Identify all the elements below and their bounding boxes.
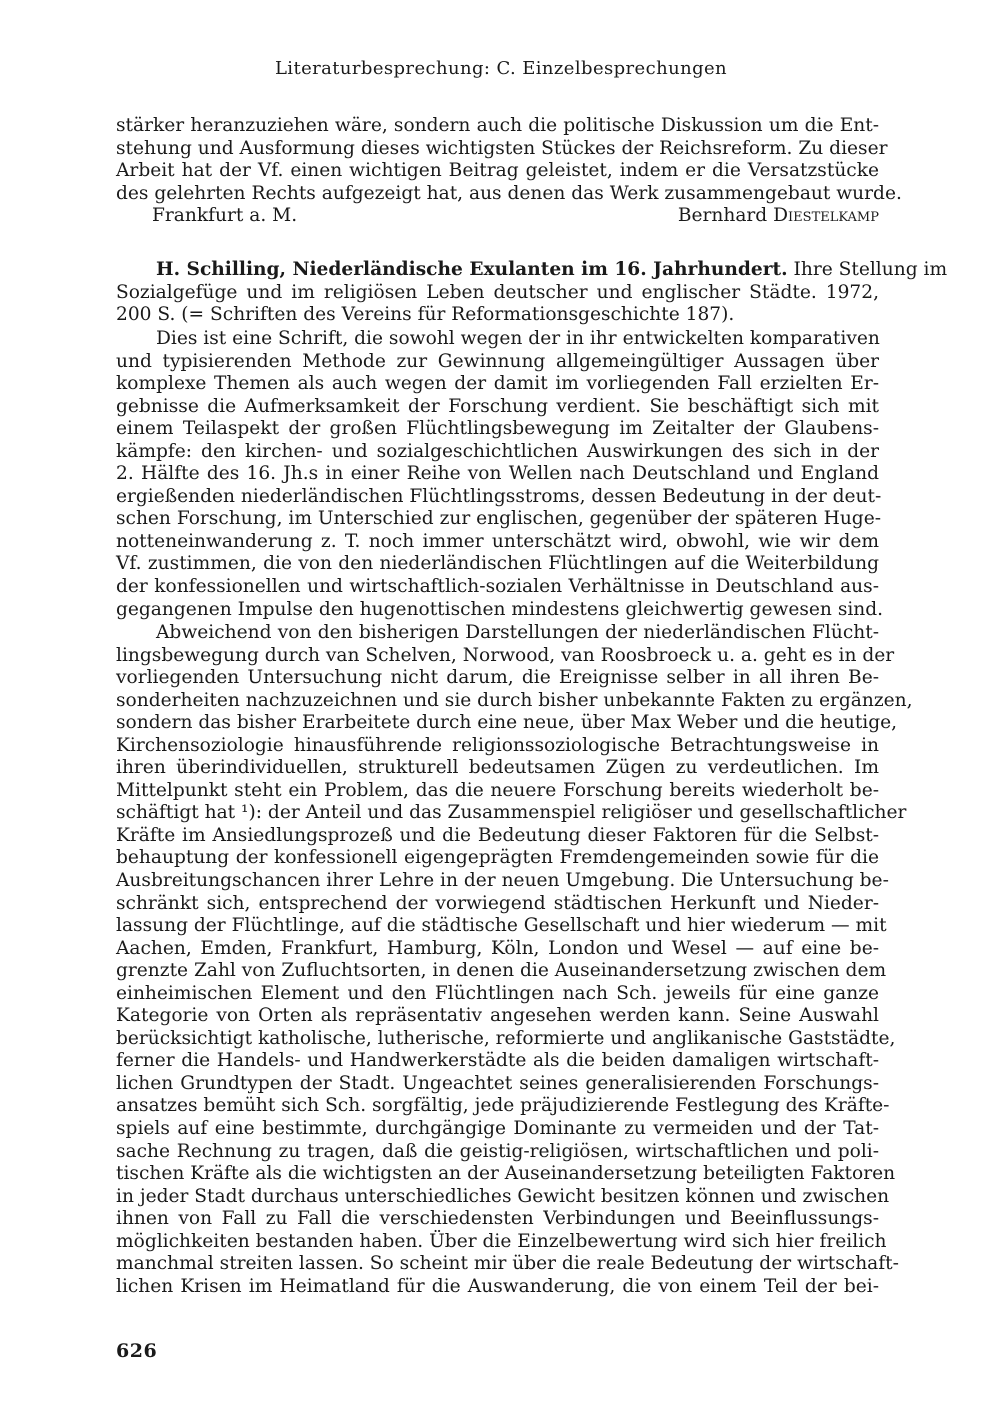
text-line: lingsbewegung durch van Schelven, Norwood, van Roosbroeck u. a. geht es in der bbox=[116, 644, 895, 666]
text-line: manchmal streiten lassen. So scheint mir über die reale Bedeutung der wirtschaft- bbox=[116, 1253, 899, 1275]
text-line: in jeder Stadt durchaus unterschiedliches Gewicht besitzen können und zwischen bbox=[116, 1185, 890, 1207]
text-line: Kirchensoziologie hinausführende religionssoziologische Betrachtungsweise in bbox=[116, 734, 879, 756]
paragraph-1 bbox=[116, 328, 884, 621]
text-line: lassung der Flüchtlinge, auf die städtische Gesellschaft und hier wiederum — mit bbox=[116, 915, 887, 937]
text-line: sondern das bisher Erarbeitete durch eine neue, über Max Weber und die heutige, bbox=[116, 712, 898, 734]
text-line: Aachen, Emden, Frankfurt, Hamburg, Köln, London und Wesel — auf eine be- bbox=[116, 937, 879, 959]
text-line: komplexe Themen als auch wegen der damit im vorliegenden Fall erzielten Er- bbox=[116, 373, 879, 395]
reviewer-name: Bernhard Diestelkamp bbox=[677, 205, 879, 227]
page-number: 626 bbox=[116, 1340, 158, 1362]
text-line: notteneinwanderung z. T. noch immer unterschätzt wird, obwohl, wie wir dem bbox=[116, 530, 879, 552]
text-line: Kräfte im Ansiedlungsprozeß und die Bedeutung dieser Faktoren für die Selbst- bbox=[116, 824, 879, 846]
text-line: schäftigt hat ¹): der Anteil und das Zusammenspiel religiöser und gesellschaftlicher bbox=[116, 802, 907, 824]
text-line: Sozialgefüge und im religiösen Leben deutscher und englischer Städte. 1972, bbox=[116, 281, 879, 303]
text-line: Ausbreitungschancen ihrer Lehre in der neuen Umgebung. Die Untersuchung be- bbox=[116, 870, 889, 892]
text-line: lichen Grundtypen der Stadt. Ungeachtet seines generalisierenden Forschungs- bbox=[116, 1072, 879, 1094]
text-line: ihren überindividuellen, strukturell bedeutsamen Zügen zu verdeutlichen. Im bbox=[116, 757, 879, 779]
text-line: Dies ist eine Schrift, die sowohl wegen der in ihr entwickelten komparativen bbox=[156, 328, 880, 349]
text-line: 2. Hälfte des 16. Jh.s in einer Reihe von Wellen nach Deutschland und England bbox=[116, 463, 879, 485]
text-line: Abweichend von den bisherigen Darstellungen der niederländischen Flücht- bbox=[156, 622, 879, 643]
review-title-line: H. Schilling, Niederländische Exulanten im 16. Jahrhundert. Ihre Stellung im bbox=[156, 259, 948, 280]
text-line: stehung und Ausformung dieses wichtigsten Stückes der Reichsreform. Zu dieser bbox=[116, 137, 888, 159]
text-line: lichen Krisen im Heimatland für die Auswanderung, die von einem Teil der bei- bbox=[116, 1275, 879, 1297]
text-line: möglichkeiten bestanden haben. Über die Einzelbewertung wird sich hier freilich bbox=[116, 1230, 887, 1252]
text-line: berücksichtigt katholische, lutherische, reformierte und anglikanische Gaststädte, bbox=[116, 1027, 896, 1049]
running-head: Literaturbesprechung: C. Einzelbesprechungen bbox=[274, 58, 728, 79]
text-line: ihnen von Fall zu Fall die verschiedensten Verbindungen und Beeinflussungs- bbox=[116, 1208, 879, 1230]
signature-line bbox=[116, 205, 879, 228]
text-line: kämpfe: den kirchen- und sozialgeschichtlichen Auswirkungen des sich in der bbox=[116, 440, 879, 462]
review-title: H. Schilling, Niederländische Exulanten im 16. Jahrhundert. bbox=[156, 259, 788, 280]
text-line: Mittelpunkt steht ein Problem, das die neuere Forschung bereits wiederholt be- bbox=[116, 779, 879, 801]
text-line: ferner die Handels- und Handwerkerstädte als die beiden damaligen wirtschaft- bbox=[116, 1050, 879, 1072]
text-line: spiels auf eine bestimmte, durchgängige Dominante zu vermeiden und der Tat- bbox=[116, 1118, 879, 1140]
text-line: gebnisse die Aufmerksamkeit der Forschung verdient. Sie beschäftigt sich mit bbox=[116, 395, 879, 417]
text-line: grenzte Zahl von Zufluchtsorten, in denen die Auseinandersetzung zwischen dem bbox=[116, 960, 887, 982]
text-line: und typisierenden Methode zur Gewinnung allgemeingültiger Aussagen über bbox=[116, 350, 879, 372]
previous-review-end bbox=[116, 115, 902, 228]
text-line: der konfessionellen und wirtschaftlich-sozialen Verhältnisse in Deutschland aus- bbox=[116, 576, 879, 598]
text-line: 200 S. (= Schriften des Vereins für Reformationsgeschichte 187). bbox=[116, 304, 735, 326]
text-line: schen Forschung, im Unterschied zur englischen, gegenüber der späteren Huge- bbox=[116, 508, 881, 530]
text-line: Vf. zustimmen, die von den niederländischen Flüchtlingen auf die Weiterbildung bbox=[116, 553, 879, 575]
text-line: einheimischen Element und den Flüchtlingen nach Sch. jeweils für eine ganze bbox=[116, 982, 879, 1004]
text-line: gegangenen Impulse den hugenottischen mindestens gleichwertig gewesen sind. bbox=[116, 598, 884, 620]
text-line: tischen Kräfte als die wichtigsten an der Auseinandersetzung beteiligten Faktoren bbox=[116, 1163, 896, 1185]
text-line: ansatzes bemüht sich Sch. sorgfältig, jede präjudizierende Festlegung des Kräfte- bbox=[116, 1095, 890, 1117]
review-heading bbox=[116, 259, 948, 327]
text-line: einem Teilaspekt der großen Flüchtlingsbewegung im Zeitalter der Glaubens- bbox=[116, 418, 879, 440]
text-line: behauptung der konfessionell eigengeprägten Fremdengemeinden sowie für die bbox=[116, 847, 879, 869]
paragraph-2 bbox=[116, 622, 913, 1298]
text-line: sache Rechnung zu tragen, daß die geistig-religiösen, wirtschaftlichen und poli- bbox=[116, 1140, 879, 1162]
text-line: ergießenden niederländischen Flüchtlingsstroms, dessen Bedeutung in der deut- bbox=[116, 485, 882, 507]
text-line: des gelehrten Rechts aufgezeigt hat, aus denen das Werk zusammengebaut wurde. bbox=[116, 182, 902, 204]
text-line: schränkt sich, entsprechend der vorwiegend städtischen Herkunft und Nieder- bbox=[116, 892, 879, 914]
text-line: stärker heranzuziehen wäre, sondern auch die politische Diskussion um die Ent- bbox=[116, 115, 879, 136]
text-line: Kategorie von Orten als repräsentativ angesehen werden kann. Seine Auswahl bbox=[116, 1005, 879, 1027]
place-of-review: Frankfurt a. M. bbox=[152, 205, 298, 227]
text-line: Arbeit hat der Vf. einen wichtigen Beitrag geleistet, indem er die Versatzstücke bbox=[116, 160, 879, 182]
text-line: vorliegenden Untersuchung nicht darum, die Ereignisse selber in all ihren Be- bbox=[116, 667, 879, 689]
text-line: sonderheiten nachzuzeichnen und sie durch bisher unbekannte Fakten zu ergänzen, bbox=[116, 689, 913, 711]
